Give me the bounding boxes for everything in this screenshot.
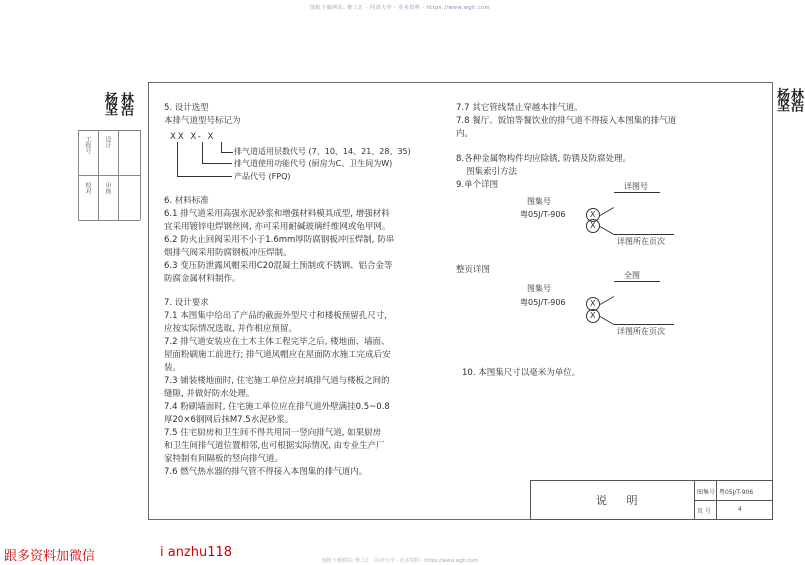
index2-top-label: 全图 <box>624 271 640 280</box>
text-line: 和卫生间排气道位置相邻,也可根据实际情况, 由专业生产厂 <box>164 441 385 451</box>
signature-right-2: 林浩 <box>788 88 803 110</box>
text-line: 7.1 本图集中给出了产品的截面外型尺寸和楼板预留孔尺寸, <box>164 311 387 321</box>
circle-mark: X <box>590 221 596 230</box>
index1-label: 图集号 <box>527 197 551 206</box>
sheet-title: 说 明 <box>596 494 646 507</box>
section-5-line1: 本排气道型号标记为 <box>164 116 241 126</box>
atlas-label: 图集号 <box>697 489 716 496</box>
circle-mark: X <box>590 210 596 219</box>
footer-contact-label: 跟多资料加微信 <box>4 549 96 564</box>
text-line: 家特制有间隔板的竖向排气道。 <box>164 454 284 464</box>
index1-bottom-label: 详图所在页次 <box>617 237 665 246</box>
text-line: 6.1 排气道采用高强水泥砂浆和增强材料模具成型, 增强材料 <box>164 209 390 219</box>
footer-contact-id: i anzhu118 <box>160 545 233 560</box>
page-label: 页 号 <box>697 508 711 515</box>
text-line: 6.3 变压防泄露风帽采用C20混凝土预制或不锈钢、铝合金等 <box>164 261 393 271</box>
circle-mark: X <box>590 311 596 320</box>
signature-right-1: 杨坚 <box>774 88 789 110</box>
atlas-value: 粤05J/T-906 <box>719 489 754 496</box>
section-6-title: 6. 材料标准 <box>164 196 209 206</box>
index2-bottom-label: 详图所在页次 <box>617 327 665 336</box>
index2-code: 粤05J/T-906 <box>520 298 566 307</box>
index2-label: 图集号 <box>527 284 551 293</box>
text-line: 7.3 铺装楼地面时, 住宅施工单位应封填排气道与楼板之间的 <box>164 376 390 386</box>
index2-title: 整页详图 <box>456 265 491 275</box>
text-line: 宜采用镀锌电焊钢丝网, 亦可采用耐碱玻璃纤维网或龟甲网。 <box>164 222 391 232</box>
model-code: XX X- X <box>170 132 216 142</box>
stamp-label-4: 审核 <box>104 182 111 194</box>
text-line: 屋面粉刷施工前进行; 排气道风帽应在屋面防水施工完成后安 <box>164 350 391 360</box>
text-line: 烟排气阀采用防腐钢板冲压焊制。 <box>164 248 292 258</box>
text-line: 缝隙, 并做好防水处理。 <box>164 389 255 399</box>
signature-2: 林浩 <box>118 92 133 114</box>
code-desc-1: 排气道适用层数代号 (7、10、14、21、28、35) <box>234 147 411 156</box>
text-line: 7.4 粉刷墙面时, 住宅施工单位应在排气道外壁满挂0.5~0.8 <box>164 402 390 412</box>
section-10: 10. 本图集尺寸以毫米为单位。 <box>462 368 581 378</box>
text-line: 装。 <box>164 363 182 373</box>
text-line: 7.6 燃气热水器的排气管不得接入本图集的排气道内。 <box>164 467 368 477</box>
index-method-title: 图集索引方法 <box>466 167 518 177</box>
index1-top-label: 详图号 <box>624 182 648 191</box>
stamp-label-2: 设计 <box>104 136 111 148</box>
section-8: 8.各种金属物构件均应除锈, 防锈及防腐处理。 <box>456 154 632 164</box>
download-note-bottom: 图纸下载网站: 维工汇 · 同济大学 · 更多资料 · https://www.wgh.com <box>321 558 479 564</box>
code-desc-2: 排气道使用功能代号 (厨房为C、卫生间为W) <box>234 159 393 168</box>
index1-code: 粤05J/T-906 <box>520 210 566 219</box>
stamp-label-3: 校对 <box>84 182 91 194</box>
page-value: 4 <box>738 506 742 513</box>
section-5-title: 5. 设计选型 <box>164 103 209 113</box>
text-line: 7.8 餐厅、饭馆等餐饮业的排气道不得接入本图集的排气道 <box>456 116 677 126</box>
text-line: 应按实际情况选取, 并作相应预留。 <box>164 324 297 334</box>
text-line: 6.2 防火止回阀采用不小于1.6mm厚防腐钢板冲压焊制, 防串 <box>164 235 395 245</box>
signature-1: 杨坚 <box>102 92 117 114</box>
download-note: 图纸下载网站: 维工汇 · 同济大学 · 更多资料 · https://www.wgh.com <box>309 5 491 11</box>
text-line: 内。 <box>456 129 474 139</box>
side-stamp-table <box>78 130 140 220</box>
code-desc-3: 产品代号 (FPQ) <box>234 172 291 181</box>
section-9: 9.单个详图 <box>456 180 499 190</box>
stamp-label-1: 工程号 <box>84 136 91 154</box>
text-line: 厚20×6钢网后抹M7.5水泥砂浆。 <box>164 415 294 425</box>
text-line: 7.7 其它管线禁止穿越本排气道。 <box>456 103 583 113</box>
text-line: 7.2 排气道安装应在土木主体工程完毕之后, 楼地面、墙面、 <box>164 337 390 347</box>
section-7-title: 7. 设计要求 <box>164 298 209 308</box>
circle-mark: X <box>590 299 596 308</box>
text-line: 防腐金属材料制作。 <box>164 274 241 284</box>
text-line: 7.5 住宅厨房和卫生间不得共用同一竖向排气道, 如果厨房 <box>164 428 382 438</box>
